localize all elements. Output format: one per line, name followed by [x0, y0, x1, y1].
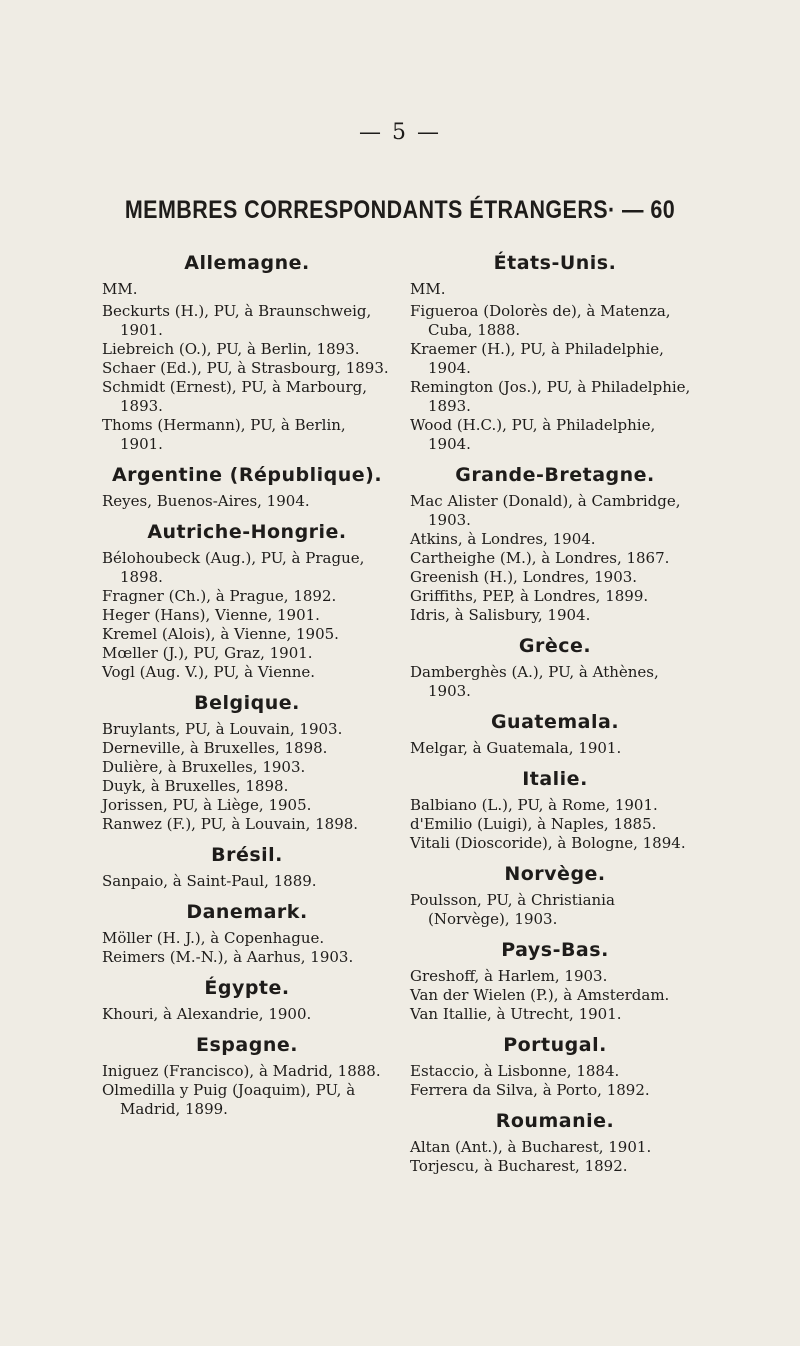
member-entry: Thoms (Hermann), PU, à Berlin, 1901.: [102, 416, 346, 453]
member-entry: Fragner (Ch.), à Prague, 1892.: [102, 587, 337, 605]
country-section-etats-unis: [410, 252, 700, 454]
member-entry: Torjescu, à Bucharest, 1892.: [410, 1157, 628, 1175]
member-entry: Olmedilla y Puig (Joaquim), PU, à Madrid, 1899.: [102, 1081, 356, 1118]
country-section-belgique: [102, 692, 392, 834]
member-entry: Dulière, à Bruxelles, 1903.: [102, 758, 306, 776]
country-section-danemark: [102, 901, 392, 967]
member-entry: Idris, à Salisbury, 1904.: [410, 606, 591, 624]
country-section-bresil: [102, 844, 392, 891]
member-entry: Jorissen, PU, à Liège, 1905.: [102, 796, 312, 814]
country-heading: Égypte.: [204, 977, 290, 999]
country-heading: Grande-Bretagne.: [455, 464, 655, 486]
member-entry: Duyk, à Bruxelles, 1898.: [102, 777, 289, 795]
member-entry: Mac Alister (Donald), à Cambridge, 1903.: [410, 492, 681, 529]
member-entry: Bruylants, PU, à Louvain, 1903.: [102, 720, 343, 738]
member-entry: d'Emilio (Luigi), à Naples, 1885.: [410, 815, 657, 833]
member-entry: Greenish (H.), Londres, 1903.: [410, 568, 638, 586]
member-entry: Balbiano (L.), PU, à Rome, 1901.: [410, 796, 658, 814]
members-label: MM.: [410, 280, 446, 298]
member-entry: Möller (H. J.), à Copenhague.: [102, 929, 325, 947]
member-entry: Iniguez (Francisco), à Madrid, 1888.: [102, 1062, 381, 1080]
member-entry: Khouri, à Alexandrie, 1900.: [102, 1005, 312, 1023]
country-heading: Danemark.: [186, 901, 308, 923]
member-entry: Kraemer (H.), PU, à Philadelphie, 1904.: [410, 340, 664, 377]
member-entry: Ranwez (F.), PU, à Louvain, 1898.: [102, 815, 359, 833]
country-section-italie: [410, 768, 700, 853]
right-column: [410, 252, 700, 1176]
member-entry: Wood (H.C.), PU, à Philadelphie, 1904.: [410, 416, 656, 453]
member-entry: Atkins, à Londres, 1904.: [410, 530, 596, 548]
country-section-portugal: [410, 1034, 700, 1100]
country-section-espagne: [102, 1034, 392, 1119]
member-entry: Vitali (Dioscoride), à Bologne, 1894.: [410, 834, 686, 852]
member-entry: Altan (Ant.), à Bucharest, 1901.: [410, 1138, 652, 1156]
country-section-pays-bas: [410, 939, 700, 1024]
country-heading: Guatemala.: [490, 711, 620, 733]
page-number: — 5 —: [359, 120, 441, 145]
member-entry: Figueroa (Dolorès de), à Matenza, Cuba, 1888.: [410, 302, 671, 339]
member-entry: Ferrera da Silva, à Porto, 1892.: [410, 1081, 650, 1099]
member-entry: Derneville, à Bruxelles, 1898.: [102, 739, 328, 757]
country-section-norvege: [410, 863, 700, 929]
member-entry: Van der Wielen (P.), à Amsterdam.: [410, 986, 670, 1004]
country-heading: Belgique.: [194, 692, 300, 714]
country-heading: Autriche-Hongrie.: [147, 521, 347, 543]
member-entry: Mœller (J.), PU, Graz, 1901.: [102, 644, 313, 662]
country-heading: Argentine (République).: [111, 464, 383, 486]
country-section-grande-bretagne: [410, 464, 700, 625]
member-entry: Reyes, Buenos-Aires, 1904.: [102, 492, 310, 510]
member-entry: Schaer (Ed.), PU, à Strasbourg, 1893.: [102, 359, 389, 377]
member-entry: Vogl (Aug. V.), PU, à Vienne.: [102, 663, 316, 681]
country-section-egypte: [102, 977, 392, 1024]
members-label: MM.: [102, 280, 138, 298]
country-heading: Pays-Bas.: [501, 939, 609, 961]
country-heading: Italie.: [522, 768, 588, 790]
page-title: MEMBRES CORRESPONDANTS ÉTRANGERS· — 60: [124, 196, 676, 224]
member-entry: Melgar, à Guatemala, 1901.: [410, 739, 622, 757]
member-entry: Heger (Hans), Vienne, 1901.: [102, 606, 320, 624]
member-entry: Van Itallie, à Utrecht, 1901.: [410, 1005, 622, 1023]
member-entry: Reimers (M.-N.), à Aarhus, 1903.: [102, 948, 354, 966]
member-entry: Poulsson, PU, à Christiania (Norvège), 1903.: [410, 891, 615, 928]
member-entry: Sanpaio, à Saint-Paul, 1889.: [102, 872, 317, 890]
member-entry: Estaccio, à Lisbonne, 1884.: [410, 1062, 620, 1080]
left-column: [102, 252, 392, 1119]
member-entry: Schmidt (Ernest), PU, à Marbourg, 1893.: [102, 378, 368, 415]
country-section-roumanie: [410, 1110, 700, 1176]
member-entry: Greshoff, à Harlem, 1903.: [410, 967, 608, 985]
country-heading: Grèce.: [518, 635, 592, 657]
member-entry: Beckurts (H.), PU, à Braunschweig, 1901.: [102, 302, 372, 339]
member-entry: Remington (Jos.), PU, à Philadelphie, 1893.: [410, 378, 691, 415]
member-entry: Liebreich (O.), PU, à Berlin, 1893.: [102, 340, 360, 358]
member-entry: Griffiths, PEP, à Londres, 1899.: [410, 587, 649, 605]
member-entry: Bélohoubeck (Aug.), PU, à Prague, 1898.: [102, 549, 365, 586]
country-section-allemagne: [102, 252, 392, 454]
member-entry: Kremel (Alois), à Vienne, 1905.: [102, 625, 339, 643]
member-entry: Damberghès (A.), PU, à Athènes, 1903.: [410, 663, 659, 700]
country-heading: Brésil.: [211, 844, 283, 866]
country-section-autriche-hongrie: [102, 521, 392, 682]
country-heading: Portugal.: [503, 1034, 607, 1056]
member-entry: Cartheighe (M.), à Londres, 1867.: [410, 549, 670, 567]
country-heading: Norvège.: [504, 863, 606, 885]
country-heading: Roumanie.: [495, 1110, 615, 1132]
country-heading: États-Unis.: [493, 252, 617, 274]
country-heading: Allemagne.: [184, 252, 310, 274]
country-section-grece: [410, 635, 700, 701]
country-section-guatemala: [410, 711, 700, 758]
country-section-argentine-republique: [102, 464, 392, 511]
country-heading: Espagne.: [196, 1034, 298, 1056]
